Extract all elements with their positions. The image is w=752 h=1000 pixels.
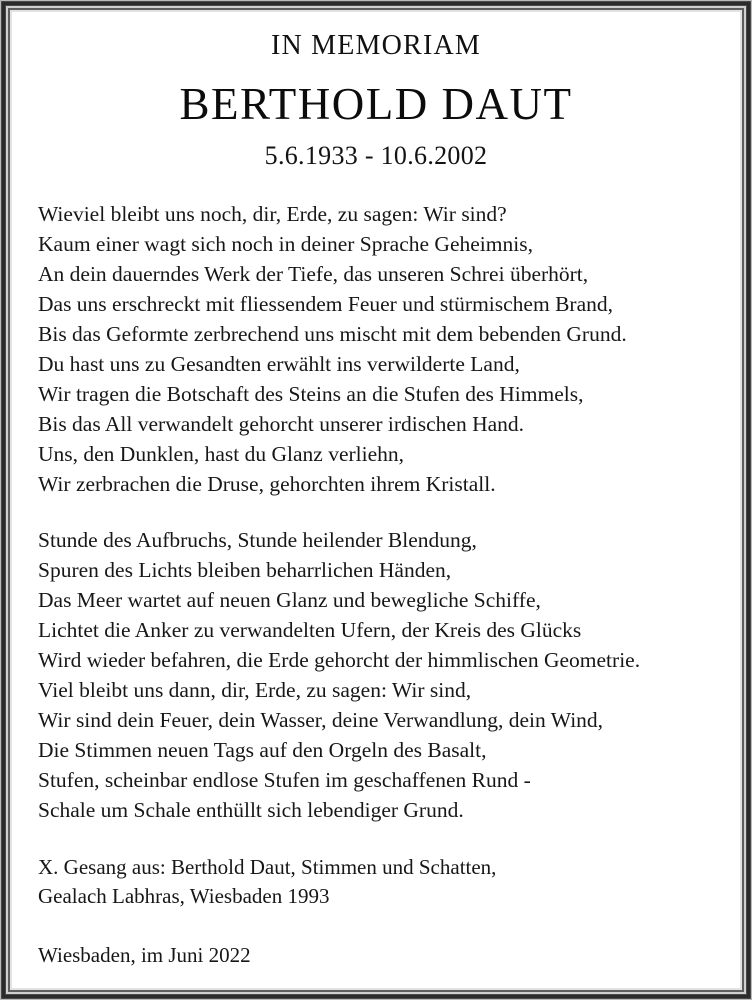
verse-line: Wir tragen die Botschaft des Steins an die Stufen des Himmels, (38, 382, 584, 406)
poem-stanza (38, 525, 740, 825)
poem-source-attribution (12, 825, 740, 911)
poem-stanza (38, 199, 740, 499)
verse-line: Wir zerbrachen die Druse, gehorchten ihrem Kristall. (38, 472, 496, 496)
verse-line: Die Stimmen neuen Tags auf den Orgeln des Basalt, (38, 738, 487, 762)
verse-line: Stunde des Aufbruchs, Stunde heilender Blendung, (38, 528, 477, 552)
verse-line: Schale um Schale enthüllt sich lebendiger Grund. (38, 798, 464, 822)
deceased-name: BERTHOLD DAUT (179, 79, 573, 129)
poem-body (12, 169, 740, 825)
verse-line: Das uns erschreckt mit fliessendem Feuer und stürmischem Brand, (38, 292, 613, 316)
verse-line: Spuren des Lichts bleiben beharrlichen Händen, (38, 558, 452, 582)
notice-heading (12, 12, 740, 169)
verse-line: Wieviel bleibt uns noch, dir, Erde, zu sagen: Wir sind? (38, 202, 507, 226)
verse-line: Wir sind dein Feuer, dein Wasser, deine Verwandlung, dein Wind, (38, 708, 604, 732)
life-dates: 5.6.1933 - 10.6.2002 (264, 141, 488, 170)
verse-line: Bis das All verwandelt gehorcht unserer irdischen Hand. (38, 412, 525, 436)
verse-line: An dein dauerndes Werk der Tiefe, das unseren Schrei überhört, (38, 262, 589, 286)
source-line: X. Gesang aus: Berthold Daut, Stimmen und Schatten, (38, 855, 497, 879)
verse-line: Stufen, scheinbar endlose Stufen im geschaffenen Rund - (38, 768, 531, 792)
place-and-date: Wiesbaden, im Juni 2022 (38, 943, 251, 967)
in-memoriam-label: IN MEMORIAM (271, 30, 481, 61)
verse-line: Du hast uns zu Gesandten erwählt ins verwilderte Land, (38, 352, 520, 376)
verse-line: Bis das Geformte zerbrechend uns mischt mit dem bebenden Grund. (38, 322, 627, 346)
notice-canvas (12, 12, 740, 988)
verse-line: Kaum einer wagt sich noch in deiner Sprache Geheimnis, (38, 232, 533, 256)
verse-line: Uns, den Dunklen, hast du Glanz verliehn, (38, 442, 405, 466)
verse-line: Wird wieder befahren, die Erde gehorcht der himmlischen Geometrie. (38, 648, 641, 672)
verse-line: Das Meer wartet auf neuen Glanz und bewegliche Schiffe, (38, 588, 541, 612)
verse-line: Viel bleibt uns dann, dir, Erde, zu sagen: Wir sind, (38, 678, 472, 702)
verse-line: Lichtet die Anker zu verwandelten Ufern, der Kreis des Glücks (38, 618, 582, 642)
source-line: Gealach Labhras, Wiesbaden 1993 (38, 884, 330, 908)
